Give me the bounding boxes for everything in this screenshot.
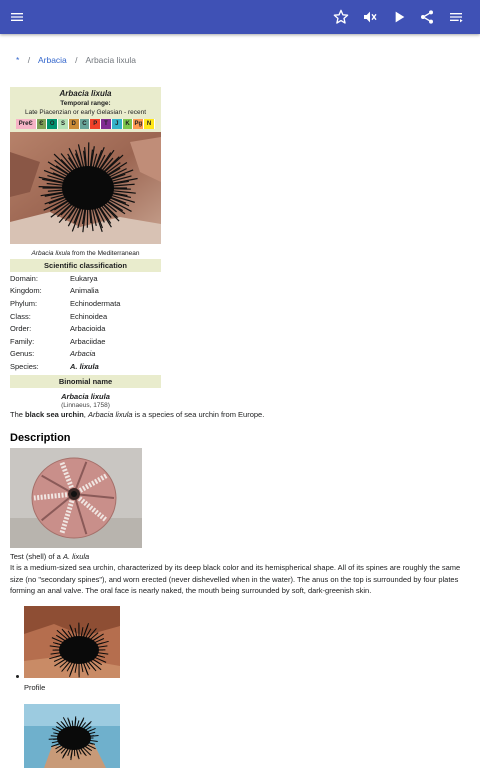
timescale-period[interactable]: K	[123, 119, 134, 129]
intro-text: ,	[83, 410, 88, 419]
classification-rank: Species:	[10, 361, 39, 371]
timescale-period[interactable]: O	[47, 119, 58, 129]
timescale-period[interactable]: J	[112, 119, 123, 129]
classification-row	[10, 360, 161, 373]
classification-value[interactable]: Animalia	[70, 286, 99, 296]
breadcrumb-current: Arbacia lixula	[85, 55, 137, 65]
timescale-period[interactable]: T	[101, 119, 112, 129]
breadcrumb-separator: /	[75, 55, 78, 65]
timescale-period[interactable]: D	[69, 119, 80, 129]
list-bullet	[16, 675, 19, 678]
caption-text: from the Mediterranean	[70, 250, 140, 257]
timescale-period[interactable]: N	[144, 119, 155, 129]
classification-row	[10, 272, 161, 285]
classification-value[interactable]: Echinodermata	[70, 298, 121, 308]
binomial-name: Arbacia lixula	[61, 391, 110, 401]
timescale-period[interactable]: P	[90, 119, 101, 129]
classification-row	[10, 322, 161, 335]
intro-common-name: black sea urchin	[25, 410, 84, 419]
classification-rank: Order:	[10, 324, 32, 334]
test-caption	[10, 552, 89, 561]
intro-text: The	[10, 410, 26, 419]
taxobox	[10, 87, 161, 409]
classification-value[interactable]: Arbaciidae	[70, 336, 106, 346]
description-paragraph: It is a medium-sized sea urchin, characterized by its deep black color and its hemispherical shape. All of its spines are roughly the same size (no "secondary spines"), and worn erected (never dishevelled when in the water). The anus on the top is surrounded by four plates forming an anal valve. The oral face is nearly naked, the mouth being surrounded by soft, dark-greenish skin.	[10, 563, 461, 595]
taxobox-title: Arbacia lixula	[59, 89, 112, 98]
timescale-period[interactable]: Pg	[133, 119, 144, 129]
test-caption-text: Test (shell) of a	[10, 552, 63, 561]
caption-species[interactable]: Arbacia lixula	[31, 250, 71, 257]
timescale-period[interactable]: PreЄ	[16, 119, 37, 129]
classification-rank: Kingdom:	[10, 286, 42, 296]
classification-value[interactable]: Eukarya	[70, 273, 98, 283]
app-toolbar	[0, 0, 480, 34]
classification-row	[10, 310, 161, 323]
binomial-name-heading: Binomial name	[10, 375, 161, 388]
classification-row	[10, 297, 161, 310]
intro-paragraph	[10, 410, 264, 419]
intro-species: Arbacia lixula	[87, 410, 133, 419]
intro-text: is a species of sea urchin from Europe.	[132, 410, 265, 419]
breadcrumb-parent[interactable]: Arbacia	[37, 55, 67, 65]
timescale-period[interactable]: S	[58, 119, 69, 129]
classification-value: A. lixula	[70, 361, 99, 371]
classification-row	[10, 285, 161, 298]
photo-caption	[10, 250, 161, 257]
classification-rank: Class:	[10, 311, 31, 321]
breadcrumb-separator: /	[27, 55, 31, 65]
classification-rank: Genus:	[10, 349, 35, 359]
breadcrumb-home[interactable]: *	[16, 55, 20, 65]
volume-off-icon[interactable]	[358, 5, 382, 29]
geologic-timescale[interactable]	[16, 119, 155, 129]
classification-table	[10, 272, 161, 373]
profile-photo[interactable]	[24, 606, 120, 678]
scientific-classification-heading[interactable]: Scientific classification	[10, 259, 161, 272]
classification-row	[10, 335, 161, 348]
hand-held-urchin-photo[interactable]	[24, 704, 120, 768]
sea-urchin-photo[interactable]	[10, 132, 161, 244]
temporal-range-label: Temporal range:	[60, 100, 111, 107]
description-heading: Description	[10, 432, 71, 444]
share-icon[interactable]	[415, 5, 439, 29]
list-icon[interactable]	[444, 5, 468, 29]
classification-rank: Family:	[10, 336, 35, 346]
classification-rank: Domain:	[10, 273, 38, 283]
urchin-test-photo[interactable]	[10, 448, 142, 548]
taxobox-header	[10, 87, 161, 132]
star-icon[interactable]	[329, 5, 353, 29]
timescale-period[interactable]: Є	[37, 119, 48, 129]
classification-value[interactable]: Arbacioida	[70, 324, 106, 334]
classification-row	[10, 348, 161, 361]
play-icon[interactable]	[387, 5, 411, 29]
breadcrumb	[16, 55, 142, 65]
classification-value[interactable]: Arbacia	[70, 349, 96, 359]
timescale-period[interactable]: C	[80, 119, 91, 129]
temporal-range-value: Late Piacenzian or early Gelasian - recent	[24, 109, 147, 116]
gallery-caption: Profile	[24, 683, 46, 692]
binomial-authority: (Linnaeus, 1758)	[61, 401, 110, 409]
classification-value[interactable]: Echinoidea	[70, 311, 108, 321]
test-caption-species[interactable]: A. lixula	[62, 552, 90, 561]
classification-rank: Phylum:	[10, 298, 38, 308]
menu-icon[interactable]	[5, 5, 29, 29]
